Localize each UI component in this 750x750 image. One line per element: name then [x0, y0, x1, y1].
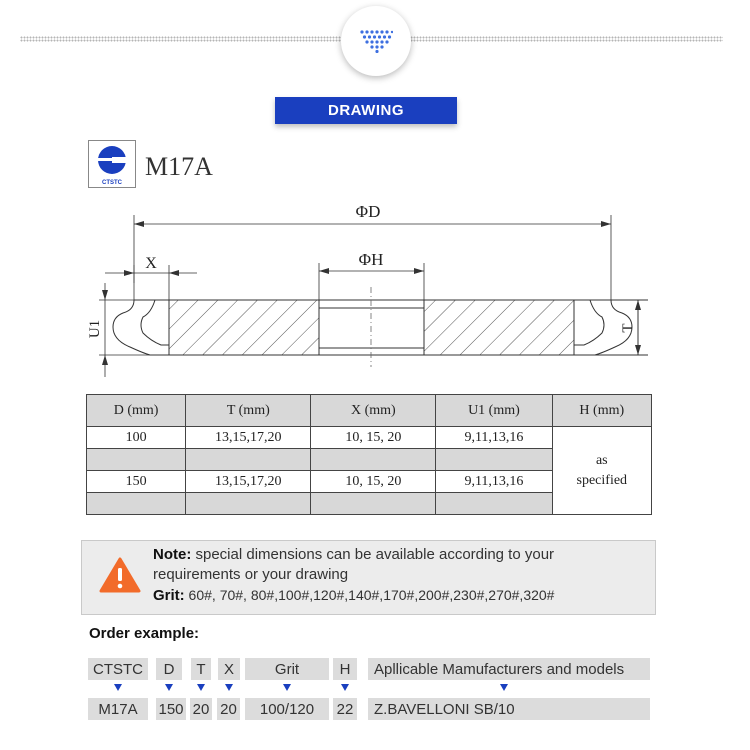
hatched-section-right [424, 300, 574, 355]
order-value-cell: 100/120 [245, 698, 329, 720]
header-dotted-line-right [410, 36, 723, 42]
order-value-cell: M17A [88, 698, 148, 720]
down-arrow-icon [165, 684, 173, 691]
note-text [153, 545, 554, 606]
table-cell: 9,11,13,16 [436, 427, 552, 449]
dim-label-T: T [620, 323, 636, 333]
note-box [81, 540, 656, 615]
order-value-cell: 22 [333, 698, 357, 720]
order-header-cell: D [156, 658, 182, 680]
note-label: Note: [153, 546, 192, 563]
down-arrow-icon [197, 684, 205, 691]
logo-text: CTSTC [102, 180, 122, 186]
table-header: U1 (mm) [436, 395, 552, 427]
table-cell-empty [436, 449, 552, 471]
table-cell: 100 [87, 427, 186, 449]
note-text-line2: requirements or your drawing [153, 566, 349, 583]
table-cell-empty [311, 449, 436, 471]
table-cell-empty [87, 449, 186, 471]
order-header-cell: X [218, 658, 240, 680]
order-header-cell: H [333, 658, 357, 680]
dim-label-D: ΦD [355, 202, 381, 221]
order-value-cell: 20 [190, 698, 212, 720]
table-cell: 13,15,17,20 [186, 471, 311, 493]
order-header-cell: Grit [245, 658, 329, 680]
down-arrow-icon [341, 684, 349, 691]
table-header-row [87, 395, 652, 427]
down-arrow-icon [225, 684, 233, 691]
table-cell-empty [186, 449, 311, 471]
table-cell-empty [311, 493, 436, 515]
order-value-cell: Z.BAVELLONI SB/10 [368, 698, 650, 720]
order-value-cell: 20 [217, 698, 240, 720]
section-ribbon-drawing [275, 97, 457, 124]
ctstc-logo [88, 140, 136, 188]
h-value-line1: as [595, 452, 608, 468]
table-row [87, 427, 652, 449]
table-header: X (mm) [311, 395, 436, 427]
dimensions-table [86, 394, 652, 515]
table-cell: 150 [87, 471, 186, 493]
grit-label: Grit: [153, 587, 185, 604]
header-badge [341, 6, 411, 76]
table-header: D (mm) [87, 395, 186, 427]
table-cell: 9,11,13,16 [436, 471, 552, 493]
table-cell: 13,15,17,20 [186, 427, 311, 449]
dim-label-X: X [145, 255, 157, 272]
ctstc-logo-mark [89, 141, 135, 187]
table-header: H (mm) [552, 395, 651, 427]
order-header-cell: Apllicable Mamufacturers and models [368, 658, 650, 680]
order-header-cell: CTSTC [88, 658, 148, 680]
table-cell-empty [87, 493, 186, 515]
dim-label-U1: U1 [87, 319, 103, 339]
hatched-section-left [169, 300, 319, 355]
order-header-cell: T [191, 658, 211, 680]
table-cell-h-value [552, 427, 651, 515]
warning-icon [99, 557, 141, 593]
down-arrow-icon [283, 684, 291, 691]
section-ribbon-label: DRAWING [328, 102, 404, 119]
header-dotted-line-left [20, 36, 342, 42]
down-arrow-icon [500, 684, 508, 691]
table-cell: 10, 15, 20 [311, 427, 436, 449]
dot-triangle-icon [359, 29, 393, 53]
h-value-line2: specified [576, 472, 628, 488]
table-header: T (mm) [186, 395, 311, 427]
down-arrow-icon [114, 684, 122, 691]
grit-values: 60#, 70#, 80#,100#,120#,140#,170#,200#,230#,270#,320# [184, 587, 555, 603]
table-cell-empty [436, 493, 552, 515]
table-cell-empty [186, 493, 311, 515]
table-cell: 10, 15, 20 [311, 471, 436, 493]
profile-left [113, 300, 169, 355]
model-title: M17A [145, 152, 213, 181]
order-value-cell: 150 [156, 698, 186, 720]
wheel-cross-section-drawing [85, 195, 665, 385]
dim-label-H: ΦH [358, 250, 384, 269]
note-text-line1: special dimensions can be available according to your [191, 546, 555, 563]
order-example-title: Order example: [89, 625, 200, 642]
